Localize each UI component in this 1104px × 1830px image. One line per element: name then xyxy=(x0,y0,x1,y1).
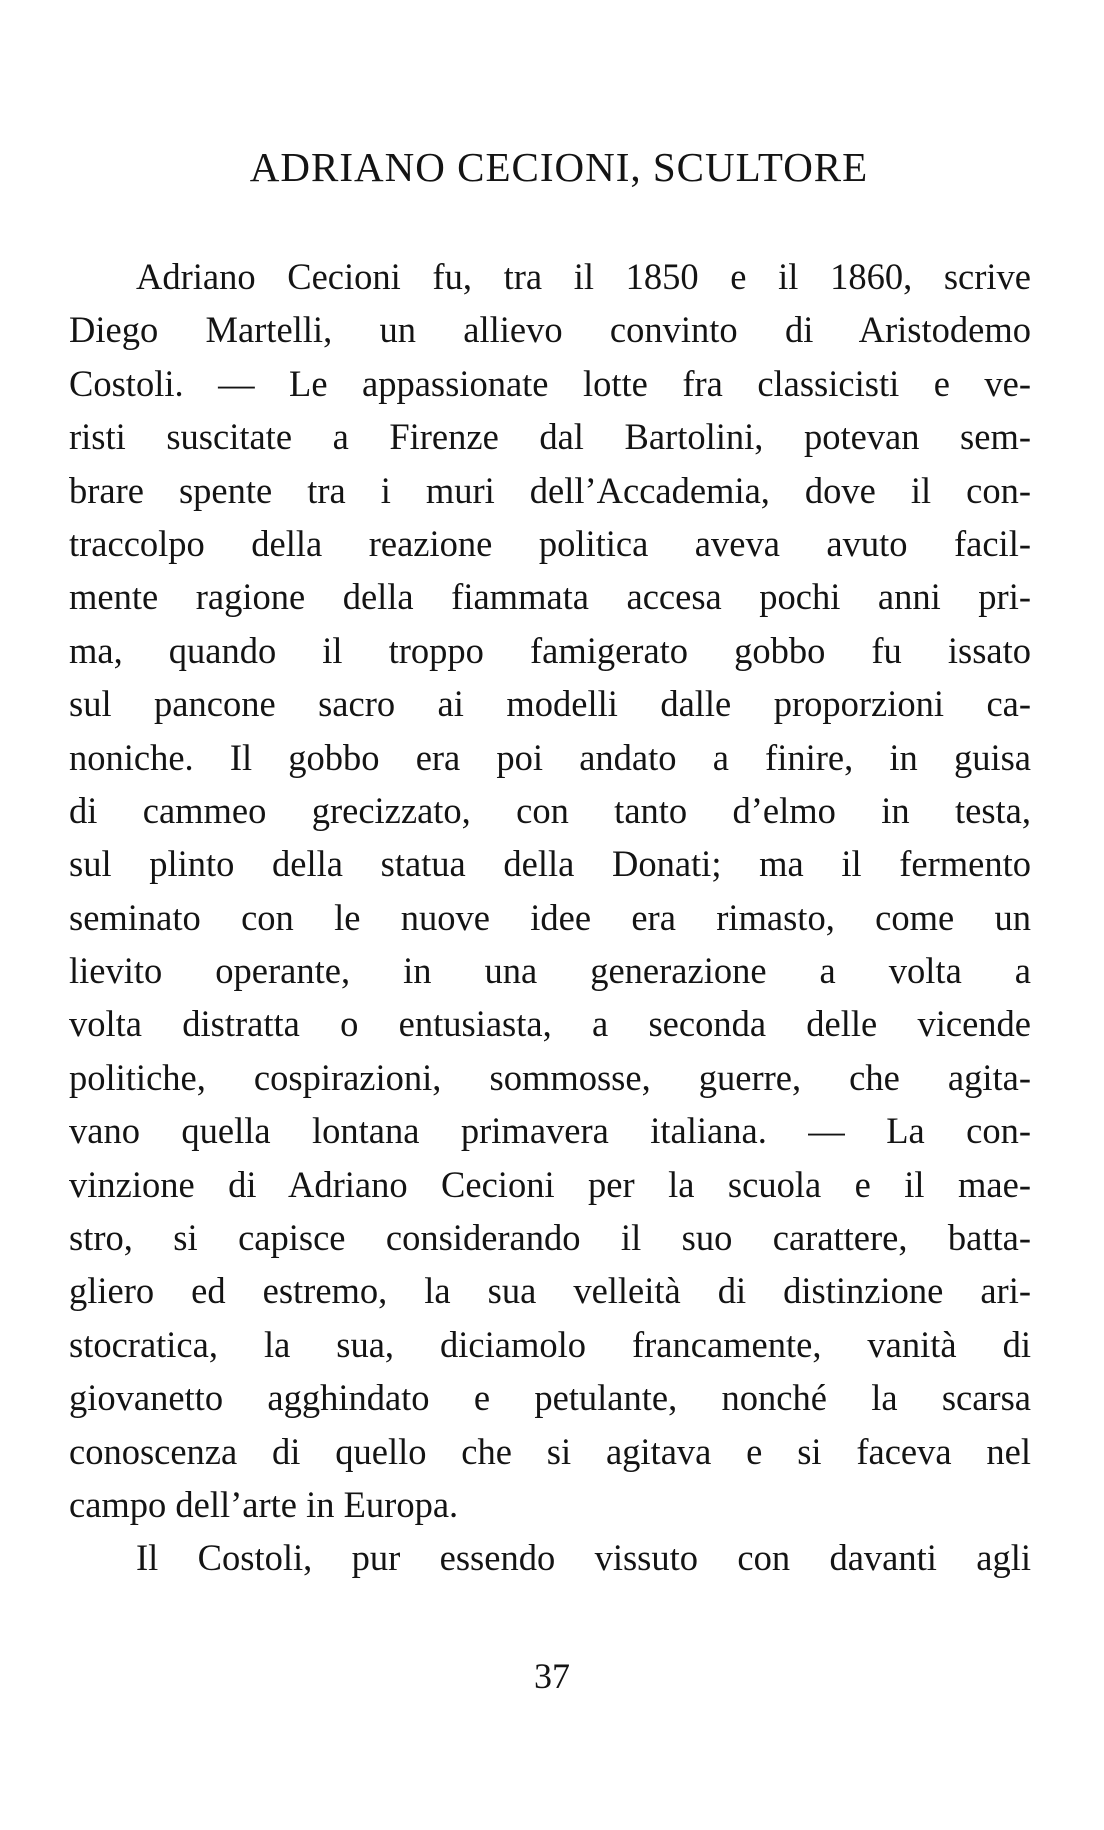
text-line: seminato con le nuove idee era rimasto, come un xyxy=(69,896,1031,938)
body-text xyxy=(69,250,1031,1585)
text-line: stocratica, la sua, diciamolo francamente, vanità di xyxy=(69,1323,1031,1365)
text-line: noniche. Il gobbo era poi andato a finire, in guisa xyxy=(69,736,1031,778)
text-line: Diego Martelli, un allievo convinto di Aristodemo xyxy=(69,309,1031,351)
text-line: volta distratta o entusiasta, a seconda delle vicende xyxy=(69,1003,1031,1045)
text-line: Adriano Cecioni fu, tra il 1850 e il 1860, scrive xyxy=(136,256,1031,297)
text-line: di cammeo grecizzato, con tanto d’elmo in testa, xyxy=(69,789,1031,831)
text-line: stro, si capisce considerando il suo carattere, batta- xyxy=(69,1217,1031,1259)
text-line: Il Costoli, pur essendo vissuto con davanti agli xyxy=(136,1537,1031,1579)
text-line: vano quella lontana primavera italiana. — La con- xyxy=(69,1110,1031,1152)
text-line: risti suscitate a Firenze dal Bartolini, potevan sem- xyxy=(69,416,1031,458)
text-line: politiche, cospirazioni, sommosse, guerre, che agita- xyxy=(69,1056,1031,1098)
text-line: giovanetto agghindato e petulante, nonché la scarsa xyxy=(69,1377,1031,1419)
text-line: gliero ed estremo, la sua velleità di distinzione ari- xyxy=(69,1270,1031,1312)
text-line: sul plinto della statua della Donati; ma il fermento xyxy=(69,843,1031,885)
page-number: 37 xyxy=(534,1656,570,1696)
chapter-title: ADRIANO CECIONI, SCULTORE xyxy=(249,144,869,190)
text-line: mente ragione della fiammata accesa pochi anni pri- xyxy=(69,576,1031,618)
text-line: sul pancone sacro ai modelli dalle proporzioni ca- xyxy=(69,683,1031,725)
text-line: vinzione di Adriano Cecioni per la scuola e il mae- xyxy=(69,1163,1031,1205)
text-line: traccolpo della reazione politica aveva avuto facil- xyxy=(69,522,1031,564)
text-line: lievito operante, in una generazione a volta a xyxy=(69,950,1031,992)
text-line: Costoli. — Le appassionate lotte fra classicisti e ve- xyxy=(69,362,1031,404)
text-line: conoscenza di quello che si agitava e si faceva nel xyxy=(69,1430,1031,1472)
text-line: ma, quando il troppo famigerato gobbo fu issato xyxy=(69,629,1031,671)
text-line: brare spente tra i muri dell’Accademia, dove il con- xyxy=(69,469,1031,511)
text-line: campo dell’arte in Europa. xyxy=(69,1483,459,1525)
